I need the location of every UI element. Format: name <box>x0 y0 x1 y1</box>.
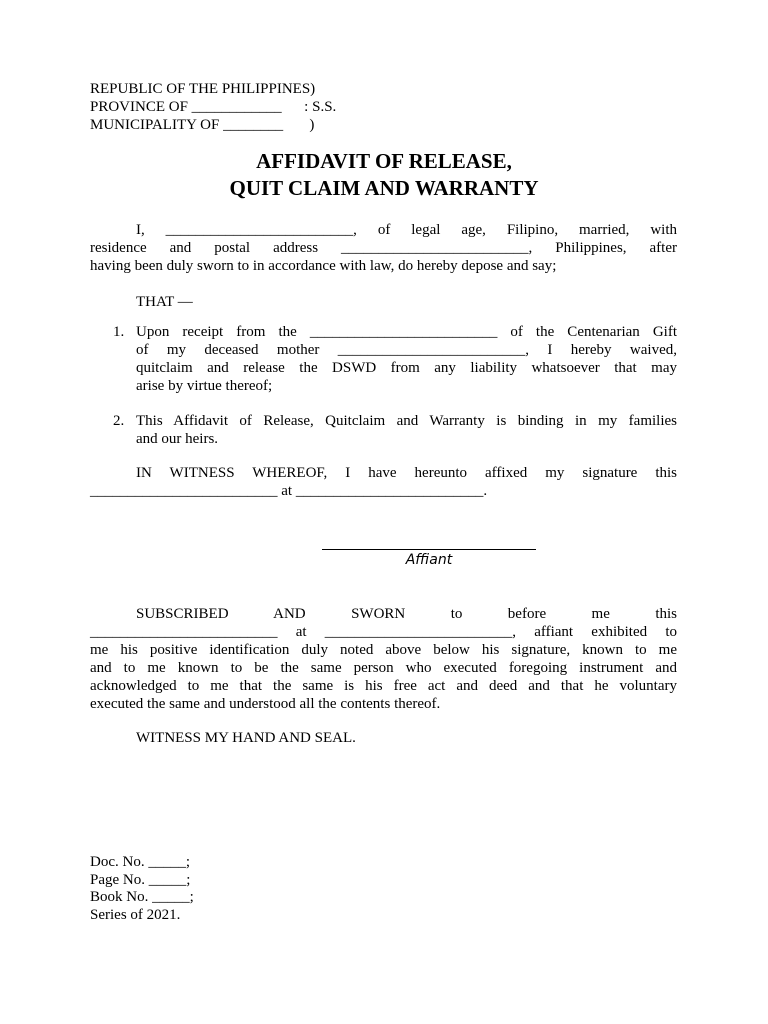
item-1-line-3: quitclaim and release the DSWD from any liability whatsoever that may <box>136 360 677 376</box>
caption-province: PROVINCE OF ____________ : S.S. <box>90 99 337 115</box>
jurat-line-5: acknowledged to me that the same is his free act and deed and that he voluntary <box>90 678 677 694</box>
that-label: THAT — <box>136 294 193 310</box>
item-2-number: 2. <box>113 413 125 429</box>
affiant-signature-line <box>322 549 536 550</box>
series-year: Series of 2021. <box>90 907 181 923</box>
document-title-line2: QUIT CLAIM AND WARRANTY <box>229 176 539 200</box>
intro-line-1: I, _________________________, of legal age, Filipino, married, with <box>136 222 677 238</box>
item-2-line-1: This Affidavit of Release, Quitclaim and Warranty is binding in my families <box>136 413 677 429</box>
jurat-line-3: me his positive identification duly noted above below his signature, known to me <box>90 642 677 658</box>
jurat-line-4: and to me known to be the same person who executed foregoing instrument and <box>90 660 677 676</box>
book-number: Book No. _____; <box>90 889 194 905</box>
witness-line-2: _________________________ at _________________________. <box>90 483 488 499</box>
intro-line-3: having been duly sworn to in accordance with law, do hereby depose and say; <box>90 258 557 274</box>
item-1-line-1: Upon receipt from the _________________________ of the Centenarian Gift <box>136 324 677 340</box>
doc-number: Doc. No. _____; <box>90 854 190 870</box>
jurat-line-6: executed the same and understood all the contents thereof. <box>90 696 441 712</box>
caption-municipality: MUNICIPALITY OF ________ ) <box>90 117 315 133</box>
item-2-line-2: and our heirs. <box>136 431 219 447</box>
venue-caption <box>90 80 336 134</box>
jurat-line-2: _________________________ at _________________________, affiant exhibited to <box>90 624 677 640</box>
page-number: Page No. _____; <box>90 872 191 888</box>
item-1-line-2: of my deceased mother _________________________, I hereby waived, <box>136 342 677 358</box>
document-title-line1: AFFIDAVIT OF RELEASE, <box>256 149 512 173</box>
caption-republic: REPUBLIC OF THE PHILIPPINES) <box>90 81 316 97</box>
hand-and-seal: WITNESS MY HAND AND SEAL. <box>136 730 356 746</box>
item-1-line-4: arise by virtue thereof; <box>136 378 273 394</box>
witness-line-1: IN WITNESS WHEREOF, I have hereunto affixed my signature this <box>136 465 677 481</box>
jurat-line-1: SUBSCRIBED AND SWORN to before me this <box>136 606 677 622</box>
intro-line-2: residence and postal address _________________________, Philippines, after <box>90 240 677 256</box>
item-1-number: 1. <box>113 324 125 340</box>
affiant-label: Affiant <box>405 552 453 568</box>
